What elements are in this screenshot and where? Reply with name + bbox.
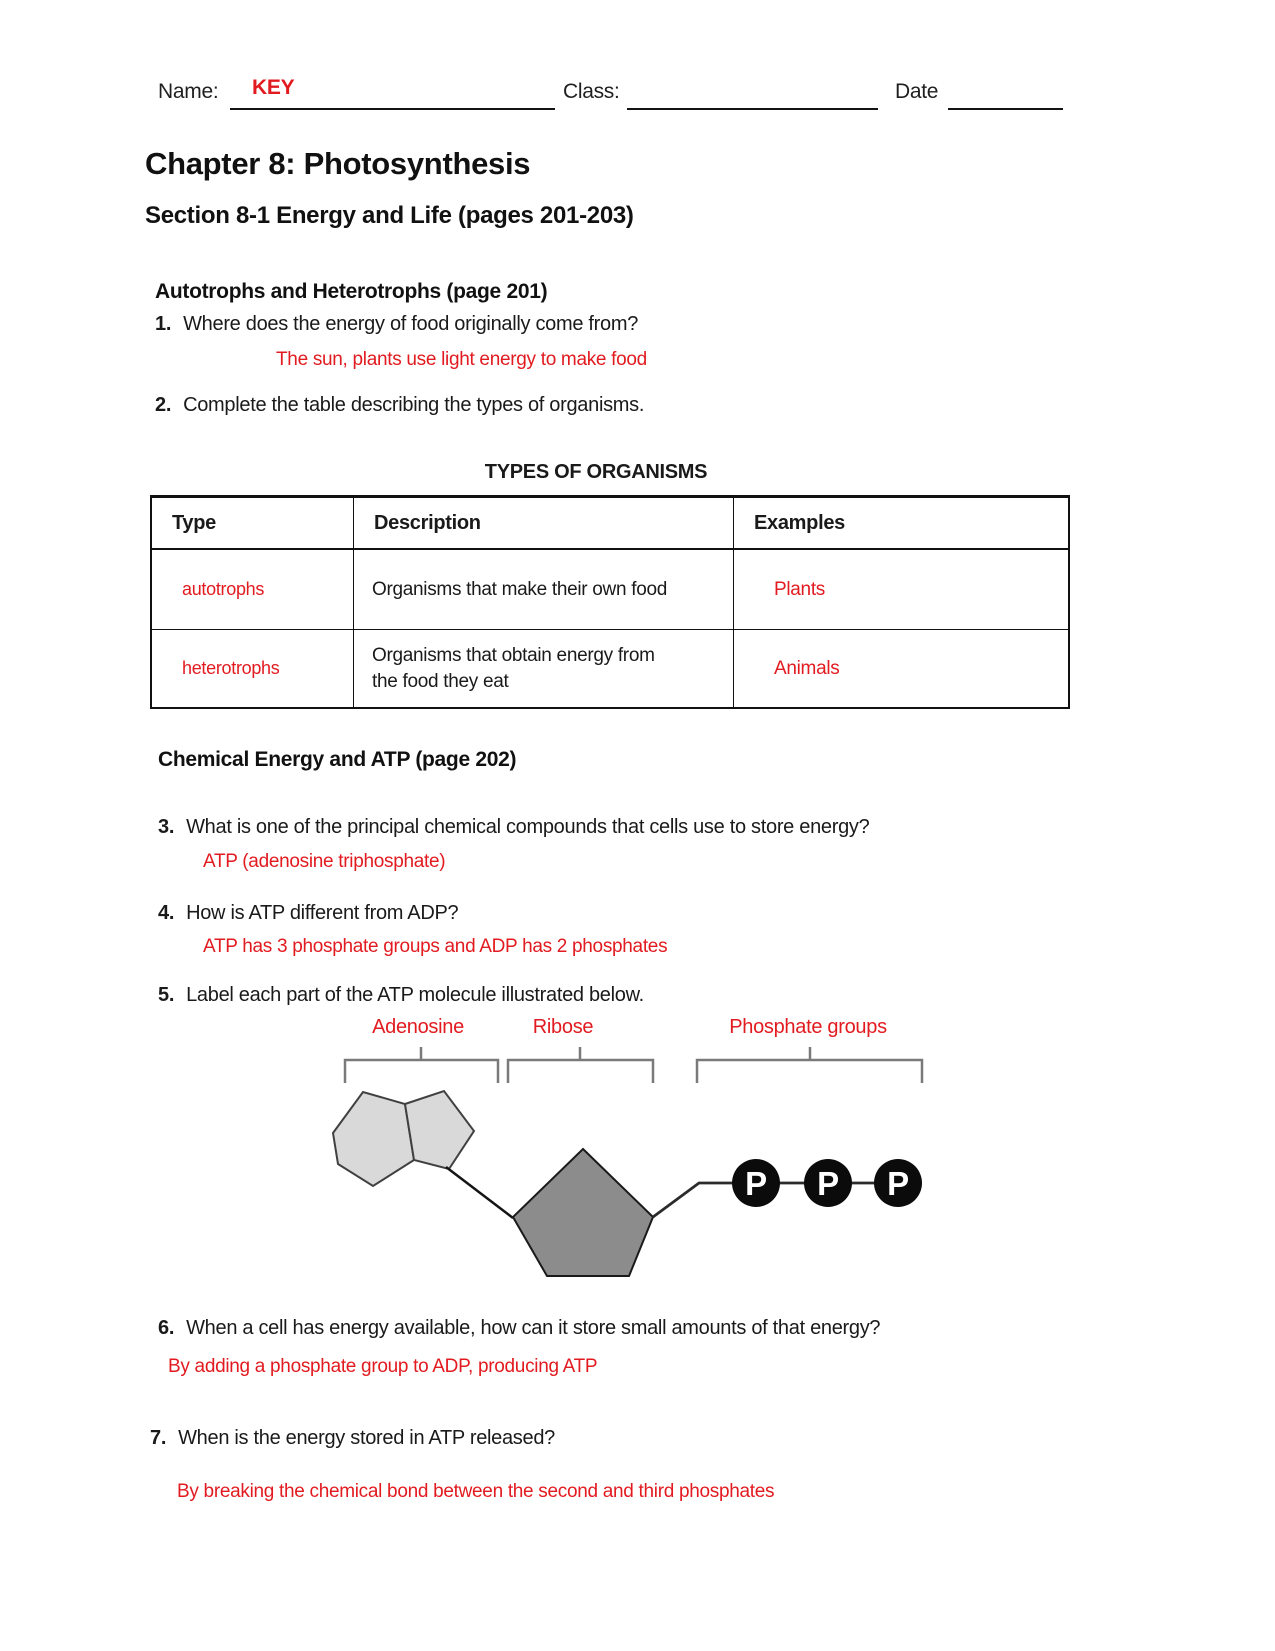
question-5-number: 5. [158,984,175,1006]
phosphate-letter-2: P [817,1165,839,1202]
section-heading: Section 8-1 Energy and Life (pages 201-203) [145,202,634,229]
question-7-number: 7. [150,1427,167,1449]
table-row-example-plants: Plants [734,550,1068,630]
answer-7: By breaking the chemical bond between the second and third phosphates [177,1481,775,1502]
table-row-description-heterotrophs: Organisms that obtain energy from the food they eat [354,630,734,707]
class-label: Class: [563,80,620,103]
class-blank-line [627,82,878,110]
question-3-number: 3. [158,816,175,838]
subsection-chemical-heading: Chemical Energy and ATP (page 202) [158,748,517,771]
question-6 [158,1317,880,1340]
question-1 [155,313,638,336]
adenine-pentagon-shape [405,1091,474,1169]
table-header-description: Description [354,498,734,550]
table-row-type-heterotrophs: heterotrophs [152,630,354,707]
types-of-organisms-table [150,495,1070,709]
answer-4: ATP has 3 phosphate groups and ADP has 2 phosphates [203,936,668,957]
name-answer-key: KEY [252,76,295,99]
diagram-label-ribose: Ribose [532,1016,594,1038]
adenine-ribose-bond [446,1167,513,1218]
table-title: TYPES OF ORGANISMS [484,461,708,483]
question-5 [158,984,644,1007]
adenosine-bracket [345,1060,498,1083]
table-header-type: Type [152,498,354,550]
name-blank-line [230,82,555,110]
question-6-text: When a cell has energy available, how can it store small amounts of that energy? [186,1317,881,1339]
phosphate-letter-1: P [745,1165,767,1202]
question-4-number: 4. [158,902,175,924]
date-label: Date [895,80,939,103]
question-2 [155,394,644,417]
question-4-text: How is ATP different from ADP? [186,902,459,924]
ribose-bracket [508,1060,653,1083]
question-5-text: Label each part of the ATP molecule illustrated below. [186,984,644,1006]
question-7 [150,1427,555,1450]
diagram-label-adenosine: Adenosine [372,1016,464,1038]
phosphate-letter-3: P [887,1165,909,1202]
question-3 [158,816,869,839]
answer-1: The sun, plants use light energy to make food [276,349,647,370]
table-row-description-autotrophs: Organisms that make their own food [354,550,734,630]
question-1-text: Where does the energy of food originally come from? [183,313,639,335]
table-row-type-autotrophs: autotrophs [152,550,354,630]
phosphate-chain [732,1159,922,1207]
bracket-group [345,1047,922,1083]
table-row-example-animals: Animals [774,657,840,679]
ribose-pentagon-shape [513,1149,653,1276]
question-3-text: What is one of the principal chemical compounds that cells use to store energy? [186,816,870,838]
adenine-hexagon-shape [333,1092,414,1186]
phosphate-bracket [697,1060,922,1083]
answer-3: ATP (adenosine triphosphate) [203,851,446,872]
question-4 [158,902,458,925]
question-7-text: When is the energy stored in ATP released? [178,1427,555,1449]
question-1-number: 1. [155,313,172,335]
name-label: Name: [158,80,219,103]
subsection-autotrophs-heading: Autotrophs and Heterotrophs (page 201) [155,280,548,303]
diagram-label-phosphate-groups: Phosphate groups [729,1016,887,1038]
date-blank-line [948,82,1063,110]
question-2-number: 2. [155,394,172,416]
answer-6: By adding a phosphate group to ADP, producing ATP [168,1356,598,1377]
question-6-number: 6. [158,1317,175,1339]
table-header-examples: Examples [734,498,1068,550]
question-2-text: Complete the table describing the types of organisms. [183,394,645,416]
atp-molecule-diagram [300,1040,1000,1290]
chapter-title: Chapter 8: Photosynthesis [145,146,531,181]
